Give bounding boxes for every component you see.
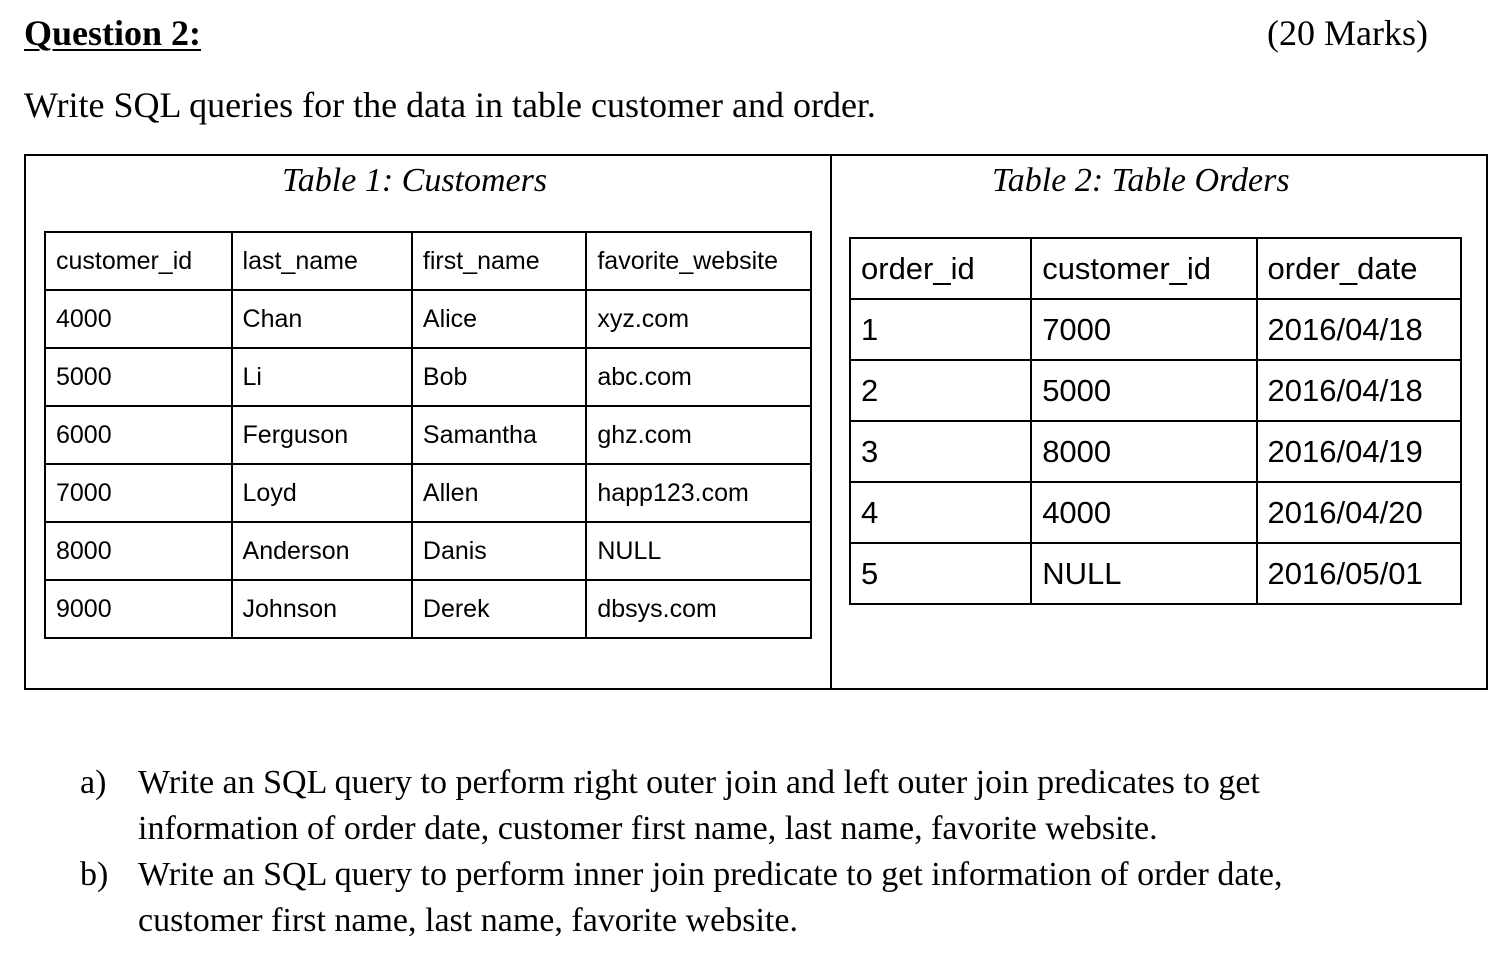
orders-table bbox=[849, 237, 1462, 605]
customers-table-caption: Table 1: Customers bbox=[282, 162, 548, 199]
table-cell: Bob bbox=[412, 348, 586, 406]
table-row bbox=[850, 421, 1461, 482]
column-header: first_name bbox=[412, 232, 586, 290]
table-cell: Derek bbox=[412, 580, 586, 638]
table-cell: 2 bbox=[850, 360, 1031, 421]
table-header-row bbox=[45, 232, 811, 290]
frame-divider bbox=[830, 156, 832, 688]
table-cell: Alice bbox=[412, 290, 586, 348]
table-cell: 1 bbox=[850, 299, 1031, 360]
column-header: favorite_website bbox=[586, 232, 811, 290]
table-cell: 4000 bbox=[45, 290, 232, 348]
question-item-b bbox=[80, 852, 1410, 944]
table-cell: abc.com bbox=[586, 348, 811, 406]
question-item-a bbox=[80, 760, 1410, 852]
question-list bbox=[80, 760, 1410, 944]
table-cell: 3 bbox=[850, 421, 1031, 482]
table-cell: 5000 bbox=[1031, 360, 1256, 421]
table-cell: 2016/04/19 bbox=[1257, 421, 1461, 482]
table-cell: 2016/04/20 bbox=[1257, 482, 1461, 543]
question-letter: a) bbox=[80, 764, 107, 801]
table-cell: Allen bbox=[412, 464, 586, 522]
table-row bbox=[45, 522, 811, 580]
column-header: order_id bbox=[850, 238, 1031, 299]
table-cell: 2016/05/01 bbox=[1257, 543, 1461, 604]
table-row bbox=[45, 290, 811, 348]
table-cell: 4000 bbox=[1031, 482, 1256, 543]
column-header: last_name bbox=[232, 232, 412, 290]
table-cell: Chan bbox=[232, 290, 412, 348]
table-cell: 7000 bbox=[45, 464, 232, 522]
table-cell: 8000 bbox=[1031, 421, 1256, 482]
table-row bbox=[45, 406, 811, 464]
table-cell: xyz.com bbox=[586, 290, 811, 348]
table-row bbox=[45, 464, 811, 522]
table-cell: 4 bbox=[850, 482, 1031, 543]
table-row bbox=[850, 482, 1461, 543]
table-cell: Johnson bbox=[232, 580, 412, 638]
table-cell: Anderson bbox=[232, 522, 412, 580]
column-header: order_date bbox=[1257, 238, 1461, 299]
column-header: customer_id bbox=[1031, 238, 1256, 299]
table-header-row bbox=[850, 238, 1461, 299]
table-row bbox=[45, 580, 811, 638]
table-cell: dbsys.com bbox=[586, 580, 811, 638]
table-cell: Ferguson bbox=[232, 406, 412, 464]
marks-label: (20 Marks) bbox=[1267, 13, 1428, 53]
question-intro: Write SQL queries for the data in table customer and order. bbox=[24, 85, 876, 125]
table-cell: 7000 bbox=[1031, 299, 1256, 360]
table-cell: ghz.com bbox=[586, 406, 811, 464]
table-cell: 2016/04/18 bbox=[1257, 299, 1461, 360]
table-cell: 5000 bbox=[45, 348, 232, 406]
tables-frame bbox=[24, 154, 1488, 690]
column-header: customer_id bbox=[45, 232, 232, 290]
question-text: Write an SQL query to perform inner join predicate to get information of order date, customer first name, last name, favorite website. bbox=[138, 856, 1283, 939]
question-title: Question 2: bbox=[24, 13, 202, 53]
table-row bbox=[45, 348, 811, 406]
table-row bbox=[850, 360, 1461, 421]
table-cell: 5 bbox=[850, 543, 1031, 604]
table-cell: 2016/04/18 bbox=[1257, 360, 1461, 421]
table-row bbox=[850, 543, 1461, 604]
table-cell: NULL bbox=[1031, 543, 1256, 604]
question-text: Write an SQL query to perform right outer join and left outer join predicates to get information of order date, customer first name, last name, favorite website. bbox=[138, 764, 1260, 847]
customers-table bbox=[44, 231, 812, 639]
table-cell: 9000 bbox=[45, 580, 232, 638]
table-cell: 6000 bbox=[45, 406, 232, 464]
table-cell: NULL bbox=[586, 522, 811, 580]
table-row bbox=[850, 299, 1461, 360]
table-cell: Li bbox=[232, 348, 412, 406]
table-cell: happ123.com bbox=[586, 464, 811, 522]
table-cell: Loyd bbox=[232, 464, 412, 522]
table-cell: 8000 bbox=[45, 522, 232, 580]
table-cell: Danis bbox=[412, 522, 586, 580]
question-letter: b) bbox=[80, 856, 109, 893]
orders-table-caption: Table 2: Table Orders bbox=[992, 162, 1290, 199]
table-cell: Samantha bbox=[412, 406, 586, 464]
